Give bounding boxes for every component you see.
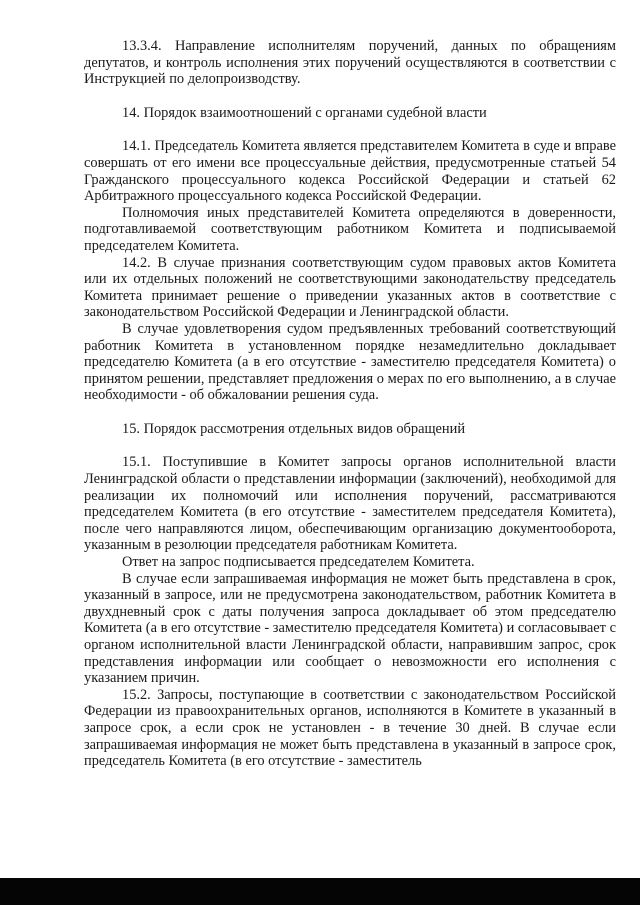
paragraph-14-2: 14.2. В случае признания соответствующим судом правовых актов Комитета или их отдельных положений не соответствующими законодательству председатель Комитета принимает решение о приведении указанных актов в соответствие с законодательством Российской Федерации и Ленинградской области. (84, 254, 616, 321)
paragraph-14-2-court-decision: В случае удовлетворения судом предъявленных требований соответствующий работник Комитета в установленном порядке незамедлительно докладывает председателю Комитета (а в его отсутствие - заместителю председателя Комитета) о принятом решении, представляет предложения о мерах по его выполнению, а в случае необходимости - об обжаловании решения суда. (84, 320, 616, 404)
paragraph-15-2: 15.2. Запросы, поступающие в соответствии с законодательством Российской Федерации из правоохранительных органов, исполняются в Комитете в указанный в запросе срок, а если срок не установлен - в течение 30 дней. В случае если запрашиваемая информация не может быть представлена в указанный в запросе срок, председатель Комитета (в его отсутствие - заместитель (84, 686, 616, 770)
paragraph-15-1-deadline: В случае если запрашиваемая информация не может быть представлена в срок, указанный в запросе, или не предусмотрена законодательством, работник Комитета в двухдневный срок с даты получения запроса докладывает об этом председателю Комитета (а в его отсутствие - заместителю председателя Комитета) и согласовывает с органом исполнительной власти Ленинградской области, направившим запрос, срок представления информации или сообщает о невозможности его исполнения с указанием причин. (84, 570, 616, 687)
paragraph-15-1-signature: Ответ на запрос подписывается председателем Комитета. (122, 554, 475, 571)
paragraph-14-1-representatives: Полномочия иных представителей Комитета определяются в доверенности, подготавливаемой соответствующим работником Комитета и подписываемой председателем Комитета. (84, 204, 616, 254)
paragraph-14-1: 14.1. Председатель Комитета является представителем Комитета в суде и вправе совершать от его имени все процессуальные действия, предусмотренные статьей 54 Гражданского процессуального кодекса Российской Федерации и статьей 62 Арбитражного процессуального кодекса Российской Федерации. (84, 138, 616, 205)
document-body (84, 38, 616, 770)
paragraph-13-3-4: 13.3.4. Направление исполнителям поручений, данных по обращениям депутатов, и контроль исполнения этих поручений осуществляются в соответствии с Инструкцией по делопроизводству. (84, 38, 616, 88)
scan-border-bar (0, 878, 640, 905)
section-14-title: 14. Порядок взаимоотношений с органами судебной власти (122, 104, 487, 121)
section-15-title: 15. Порядок рассмотрения отдельных видов обращений (122, 420, 466, 437)
paragraph-15-1: 15.1. Поступившие в Комитет запросы органов исполнительной власти Ленинградской области о представлении информации (заключений), необходимой для реализации их полномочий или исполнения поручений, рассматриваются председателем Комитета (в его отсутствие - заместителем председателя Комитета), после чего направляются лицом, обеспечивающим организацию документооборота, указанным в резолюции председателя работникам Комитета. (84, 454, 616, 554)
